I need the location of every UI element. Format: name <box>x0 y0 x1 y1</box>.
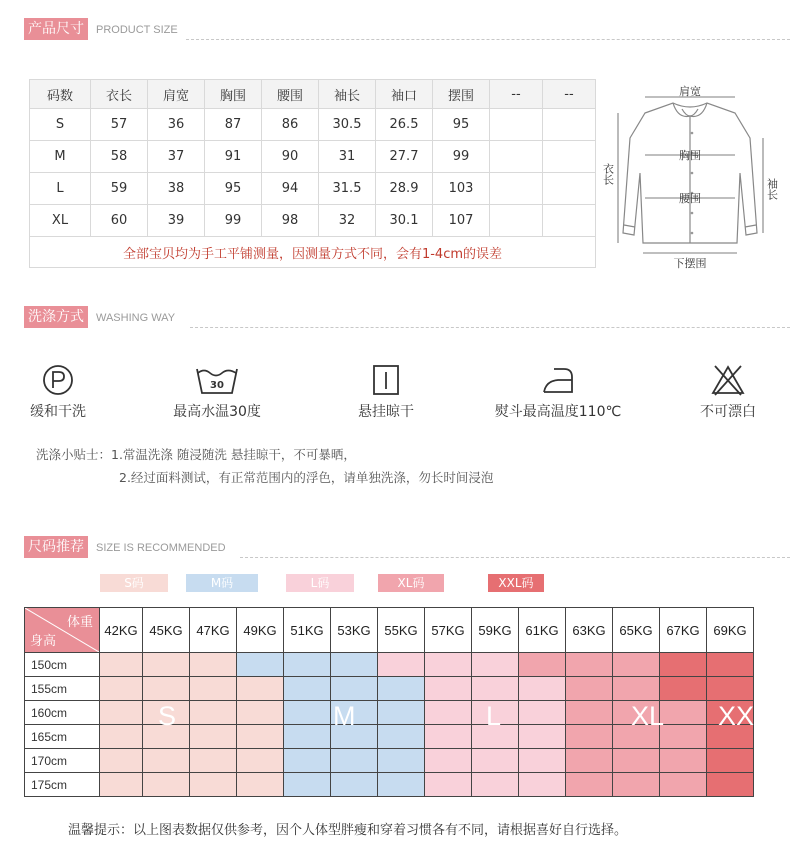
diagram-sleeve-label: 袖长 <box>765 178 779 200</box>
section-header-wash <box>0 306 790 330</box>
size-cell-s <box>237 725 284 749</box>
height-row <box>25 677 754 701</box>
size-cell-xl <box>566 725 613 749</box>
weight-header: 53KG <box>331 608 378 653</box>
section-title-en: PRODUCT SIZE <box>96 24 178 36</box>
size-cell-m <box>378 725 425 749</box>
size-cell: 30.5 <box>319 109 376 141</box>
size-cell-l <box>519 725 566 749</box>
wash-temp-text: 30 <box>210 380 224 391</box>
size-cell <box>543 141 596 173</box>
wash-label: 缓和干洗 <box>30 404 86 420</box>
size-cell-xl <box>660 749 707 773</box>
size-row <box>30 109 596 141</box>
wash-label: 熨斗最高温度110℃ <box>494 404 622 420</box>
section-header-recommend <box>0 536 790 560</box>
size-cell-xl <box>613 749 660 773</box>
size-note: 全部宝贝均为手工平铺测量，因测量方式不同，会有1-4cm的误差 <box>30 237 596 268</box>
weight-header: 51KG <box>284 608 331 653</box>
size-cell: 98 <box>262 205 319 237</box>
size-cell-xl <box>566 677 613 701</box>
size-cell-s <box>143 749 190 773</box>
weight-header: 49KG <box>237 608 284 653</box>
weight-header: 59KG <box>472 608 519 653</box>
diagram-hem-label: 下摆围 <box>673 257 707 270</box>
size-row <box>30 173 596 205</box>
no-bleach-icon <box>710 363 746 397</box>
footer-note: 温馨提示：以上图表数据仅供参考，因个人体型胖瘦和穿着习惯各有不同，请根据喜好自行选择。 <box>68 823 628 838</box>
size-cell: XL <box>30 205 91 237</box>
section-title-en: SIZE IS RECOMMENDED <box>96 542 226 554</box>
size-cell-xl <box>566 653 613 677</box>
legend-item: L码 <box>286 574 354 592</box>
size-cell-s <box>100 677 143 701</box>
size-cell: 38 <box>148 173 205 205</box>
size-cell-l <box>472 677 519 701</box>
size-cell-s <box>100 725 143 749</box>
size-cell: 103 <box>433 173 490 205</box>
shirt-diagram <box>600 83 780 273</box>
height-row <box>25 749 754 773</box>
size-cell-m <box>378 749 425 773</box>
size-cell-m <box>284 701 331 725</box>
big-size-label-m: M <box>333 701 356 731</box>
wash-item-no-bleach <box>692 363 764 421</box>
size-cell-xl <box>519 653 566 677</box>
size-header-cell: -- <box>543 80 596 109</box>
size-cell-xl <box>613 653 660 677</box>
size-cell-l <box>519 701 566 725</box>
size-cell-s <box>190 725 237 749</box>
size-cell-m <box>331 677 378 701</box>
size-cell-l <box>425 653 472 677</box>
size-cell-s <box>190 749 237 773</box>
size-cell-s <box>100 653 143 677</box>
size-header-cell: 袖口 <box>376 80 433 109</box>
diagram-waist-label: 腰围 <box>679 192 701 205</box>
height-row <box>25 773 754 797</box>
size-cell: 87 <box>205 109 262 141</box>
size-cell: 91 <box>205 141 262 173</box>
size-cell: 94 <box>262 173 319 205</box>
size-cell-l <box>425 749 472 773</box>
section-title-en: WASHING WAY <box>96 312 176 324</box>
weight-header: 67KG <box>660 608 707 653</box>
size-cell-s <box>237 773 284 797</box>
size-cell: 95 <box>433 109 490 141</box>
size-cell-s <box>100 749 143 773</box>
size-cell-m <box>378 701 425 725</box>
size-cell-xxl <box>660 677 707 701</box>
size-cell-m <box>378 677 425 701</box>
weight-header: 57KG <box>425 608 472 653</box>
weight-header: 69KG <box>707 608 754 653</box>
size-header-cell: 胸围 <box>205 80 262 109</box>
height-header: 170cm <box>25 749 100 773</box>
size-cell: 26.5 <box>376 109 433 141</box>
size-cell: 37 <box>148 141 205 173</box>
wash-item-hang <box>350 363 422 421</box>
size-cell-s <box>143 653 190 677</box>
section-divider <box>190 327 790 328</box>
wash-label: 最高水温30度 <box>173 404 261 420</box>
weight-header: 65KG <box>613 608 660 653</box>
wash-tips-line-2: 2.经过面料测试，有正常范围内的浮色，请单独洗涤，勿长时间浸泡 <box>119 470 494 485</box>
size-cell-xxl <box>707 773 754 797</box>
height-header: 155cm <box>25 677 100 701</box>
size-cell: 58 <box>91 141 148 173</box>
size-cell-l <box>425 725 472 749</box>
big-size-label-xxl: XXL <box>718 701 770 731</box>
size-cell <box>490 173 543 205</box>
size-cell: 28.9 <box>376 173 433 205</box>
legend-item: XL码 <box>378 574 444 592</box>
wash-label: 不可漂白 <box>700 404 756 420</box>
size-header-cell: 袖长 <box>319 80 376 109</box>
size-cell-l <box>425 773 472 797</box>
weight-header: 47KG <box>190 608 237 653</box>
size-cell-m <box>237 653 284 677</box>
height-header: 165cm <box>25 725 100 749</box>
size-cell-s <box>237 749 284 773</box>
size-cell: 86 <box>262 109 319 141</box>
size-cell-m <box>284 725 331 749</box>
weight-header: 45KG <box>143 608 190 653</box>
size-table <box>29 79 596 268</box>
size-cell: 95 <box>205 173 262 205</box>
size-header-cell: 衣长 <box>91 80 148 109</box>
size-header-cell: 摆围 <box>433 80 490 109</box>
section-divider <box>240 557 790 558</box>
size-cell-xl <box>660 725 707 749</box>
size-header-cell: 肩宽 <box>148 80 205 109</box>
section-header-size <box>0 18 790 42</box>
size-cell-xxl <box>707 749 754 773</box>
size-cell-l <box>519 773 566 797</box>
size-cell <box>543 109 596 141</box>
size-cell-s <box>100 773 143 797</box>
size-cell-l <box>472 773 519 797</box>
weight-header: 61KG <box>519 608 566 653</box>
size-cell: L <box>30 173 91 205</box>
legend-item: S码 <box>100 574 168 592</box>
size-cell-xl <box>613 677 660 701</box>
size-cell: 31 <box>319 141 376 173</box>
size-cell-m <box>284 749 331 773</box>
section-title-cn: 洗涤方式 <box>24 306 88 328</box>
size-cell-s <box>237 701 284 725</box>
size-cell: 107 <box>433 205 490 237</box>
size-cell-xl <box>660 773 707 797</box>
size-cell-s <box>190 653 237 677</box>
size-cell-m <box>331 749 378 773</box>
size-cell: 99 <box>205 205 262 237</box>
size-cell <box>543 205 596 237</box>
size-header-cell: 腰围 <box>262 80 319 109</box>
size-cell: 27.7 <box>376 141 433 173</box>
section-divider <box>186 39 790 40</box>
legend-item: M码 <box>186 574 258 592</box>
size-cell: 30.1 <box>376 205 433 237</box>
size-header-cell: -- <box>490 80 543 109</box>
size-cell: M <box>30 141 91 173</box>
size-cell-xl <box>566 701 613 725</box>
height-row <box>25 653 754 677</box>
size-cell-l <box>425 701 472 725</box>
size-cell-s <box>190 677 237 701</box>
height-header: 160cm <box>25 701 100 725</box>
height-header: 150cm <box>25 653 100 677</box>
size-cell-xxl <box>707 677 754 701</box>
hang-dry-icon <box>369 363 403 397</box>
size-cell: 60 <box>91 205 148 237</box>
size-cell-l <box>472 653 519 677</box>
size-cell-l <box>472 749 519 773</box>
size-cell <box>543 173 596 205</box>
diagram-shoulder-label: 肩宽 <box>679 85 701 98</box>
size-cell-xl <box>660 701 707 725</box>
section-title-cn: 尺码推荐 <box>24 536 88 558</box>
diagram-chest-label: 胸围 <box>679 149 701 162</box>
size-cell-s <box>100 701 143 725</box>
dry-clean-p-icon <box>41 363 75 397</box>
size-cell-l <box>378 653 425 677</box>
size-cell-xl <box>613 773 660 797</box>
legend-item: XXL码 <box>488 574 544 592</box>
size-header-cell: 码数 <box>30 80 91 109</box>
iron-icon <box>538 363 578 397</box>
big-size-label-xl: XL <box>631 701 665 731</box>
size-cell-s <box>143 677 190 701</box>
size-cell-s <box>190 773 237 797</box>
wash-item-dry-clean <box>24 363 92 421</box>
section-title-cn: 产品尺寸 <box>24 18 88 40</box>
size-cell-m <box>331 773 378 797</box>
size-cell: 90 <box>262 141 319 173</box>
weight-header: 55KG <box>378 608 425 653</box>
size-cell: 39 <box>148 205 205 237</box>
size-cell-xxl <box>707 653 754 677</box>
corner-weight-label: 体重 <box>66 614 93 629</box>
size-cell-m <box>284 677 331 701</box>
wash-label: 悬挂晾干 <box>358 404 414 420</box>
size-cell-m <box>378 773 425 797</box>
size-cell-m <box>331 653 378 677</box>
size-cell: 32 <box>319 205 376 237</box>
size-cell-s <box>143 773 190 797</box>
corner-cell <box>25 608 100 653</box>
weight-header: 63KG <box>566 608 613 653</box>
size-cell: 57 <box>91 109 148 141</box>
weight-header: 42KG <box>100 608 143 653</box>
size-cell: 99 <box>433 141 490 173</box>
big-size-label-s: S <box>158 701 177 731</box>
wash-30-icon <box>194 363 240 397</box>
size-cell-l <box>519 749 566 773</box>
size-cell-l <box>425 677 472 701</box>
wash-tips-line-1: 洗涤小贴士：1.常温洗涤 随浸随洗 悬挂晾干，不可暴晒， <box>36 447 356 462</box>
size-cell <box>490 141 543 173</box>
size-cell-m <box>284 653 331 677</box>
size-cell-l <box>519 677 566 701</box>
wash-item-30 <box>172 363 262 421</box>
size-cell <box>490 205 543 237</box>
size-cell-m <box>284 773 331 797</box>
wash-item-iron <box>488 363 628 421</box>
corner-height-label: 身高 <box>30 633 57 648</box>
height-header: 175cm <box>25 773 100 797</box>
big-size-label-l: L <box>486 701 502 731</box>
size-row <box>30 205 596 237</box>
size-cell-xxl <box>660 653 707 677</box>
size-row <box>30 141 596 173</box>
size-cell <box>490 109 543 141</box>
size-cell: 59 <box>91 173 148 205</box>
size-cell: 36 <box>148 109 205 141</box>
size-cell: 31.5 <box>319 173 376 205</box>
size-cell-xl <box>566 773 613 797</box>
diagram-length-label: 衣长 <box>601 163 615 185</box>
size-cell-s <box>237 677 284 701</box>
size-cell-xl <box>566 749 613 773</box>
size-cell: S <box>30 109 91 141</box>
size-cell-s <box>190 701 237 725</box>
